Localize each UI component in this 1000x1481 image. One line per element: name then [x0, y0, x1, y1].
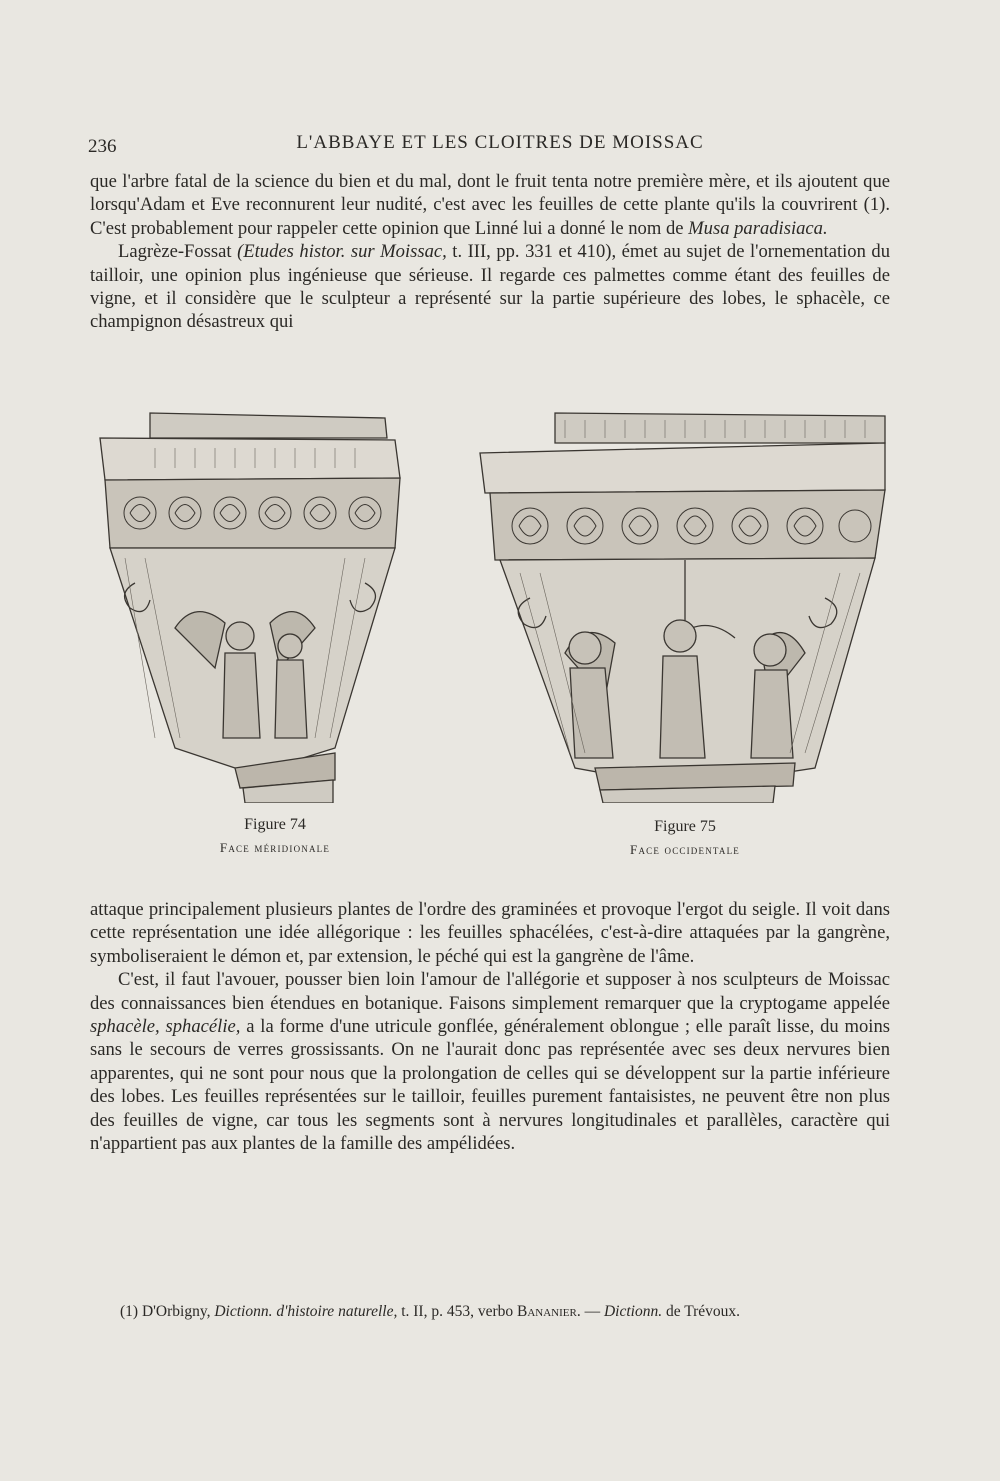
figure-75-illustration — [475, 408, 895, 803]
figure-75-caption — [590, 818, 780, 858]
paragraph: C'est, il faut l'avouer, pousser bien loin l'amour de l'allégorie et supposer à nos sculpteurs de Moissac des connaissances bien étendues en botanique. Faisons simplement remarquer que la cryptogame appelée sphacèle, sphacélie, a la forme d'une utricule gonflée, généralement oblongue ; elle paraît lisse, du moins sans le secours de verres grossissants. On ne l'aurait donc pas représentée avec ses deux nervures bien apparentes, qui ne sont pour nous que la prolongation de celles qui se développent sur la partie inférieure des lobes. Les feuilles représentées sur le tailloir, feuilles purement fantaisistes, ne peuvent être non plus des feuilles de vigne, car tous les segments sont à nervures longitudinales et parallèles, caractère qui n'appartient pas aux plantes de la famille des ampélidées. — [90, 969, 890, 1155]
paragraph: attaque principalement plusieurs plantes de l'ordre des graminées et provoque l'ergot du seigle. Il voit dans cette représentation une idée allégorique : les feuilles sphacélées, c'est-à-dire attaquées par la gangrène, symboliseraient le démon et, par extension, le péché qui est la gangrène de l'âme. — [90, 899, 890, 967]
paragraph: que l'arbre fatal de la science du bien et du mal, dont le fruit tenta notre première mère, et ils ajoutent que lorsqu'Adam et Eve reconnurent leur nudité, c'est avec les feuilles de cette plante qu'ils la couvrirent (1). C'est probablement pour rappeler cette opinion que Linné lui a donné le nom de Musa paradisiaca. — [90, 171, 890, 239]
capital-engraving-west — [475, 408, 895, 803]
capital-engraving-south — [95, 408, 405, 803]
figure-number: Figure 74 — [244, 816, 306, 833]
paragraph: Lagrèze-Fossat (Etudes histor. sur Moissac, t. III, pp. 331 et 410), émet au sujet de l'ornementation du tailloir, une opinion plus ingénieuse que sérieuse. Il regarde ces palmettes comme étant des feuilles de vigne, et il considère que le sculpteur a représenté sur la partie supérieure des lobes, le sphacèle, ce champignon désastreux qui — [90, 241, 890, 333]
figure-74-caption — [170, 816, 380, 856]
body-text-bottom — [90, 898, 890, 1155]
figure-title: Face occidentale — [630, 842, 740, 857]
body-text-top — [90, 170, 890, 334]
figure-74-illustration — [95, 408, 405, 803]
footnote: (1) D'Orbigny, Dictionn. d'histoire naturelle, t. II, p. 453, verbo Bananier. — Dictionn. de Trévoux. — [120, 1303, 741, 1320]
running-title: L'ABBAYE ET LES CLOITRES DE MOISSAC — [296, 132, 704, 153]
figure-title: Face méridionale — [219, 840, 331, 855]
page-number: 236 — [88, 136, 117, 157]
figure-number: Figure 75 — [654, 818, 716, 835]
